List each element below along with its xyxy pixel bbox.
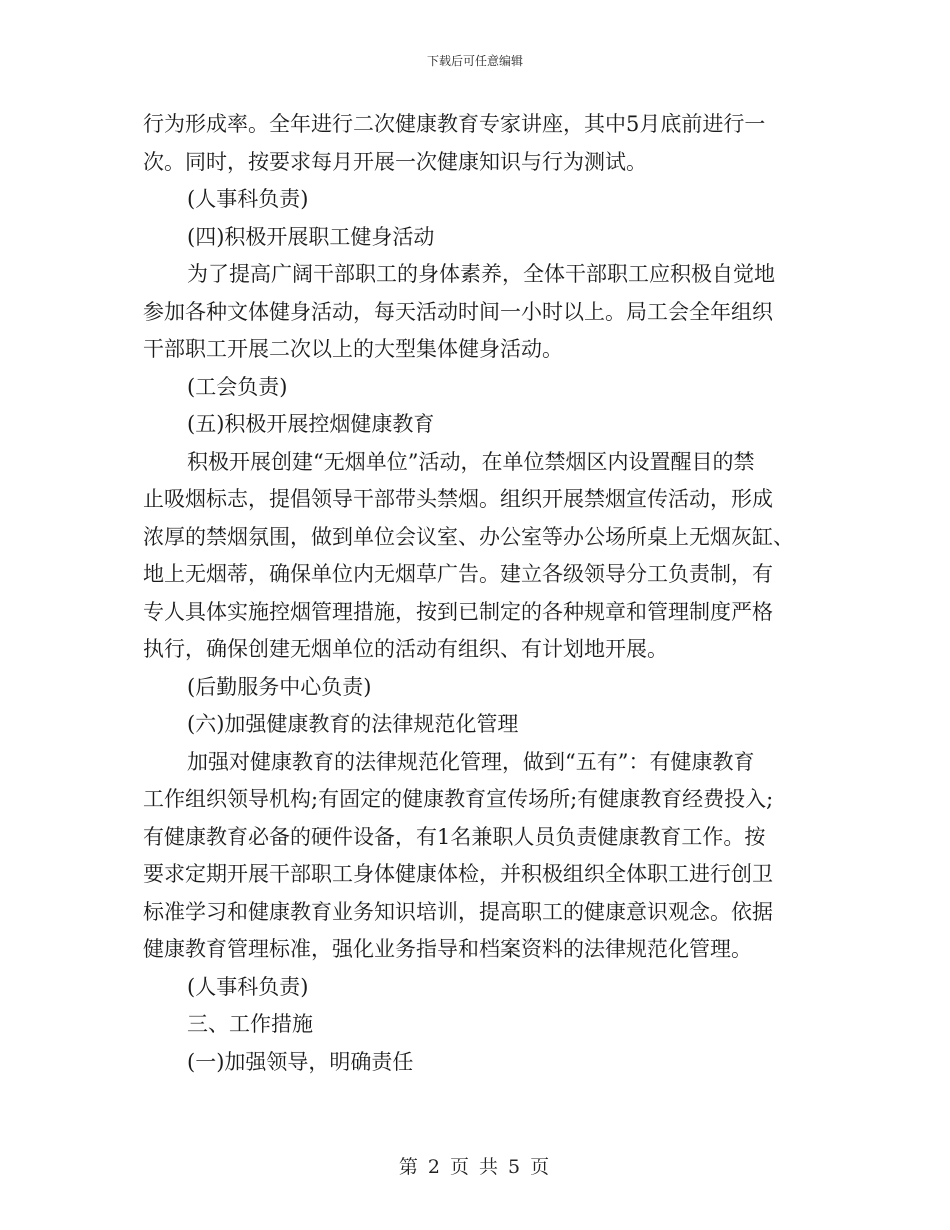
page-footer: 第 2 页 共 5 页: [398, 1156, 552, 1178]
text-line: 工作组织领导机构;有固定的健康教育宣传场所;有健康教育经费投入;: [143, 787, 774, 811]
text-line: (人事科负责): [187, 187, 309, 211]
text-line: 专人具体实施控烟管理措施，按到已制定的各种规章和管理制度严格: [143, 599, 773, 624]
document-body: [143, 106, 813, 1081]
section-heading: (一)加强领导，明确责任: [187, 1049, 414, 1074]
text-line: 止吸烟标志，提倡领导干部带头禁烟。组织开展禁烟宣传活动，形成: [143, 487, 773, 511]
text-line: 积极开展创建“无烟单位”活动，在单位禁烟区内设置醒目的禁: [187, 449, 755, 474]
text-line: 参加各种文体健身活动，每天活动时间一小时以上。局工会全年组织: [143, 299, 773, 324]
text-line: 地上无烟蒂，确保单位内无烟草广告。建立各级领导分工负责制，有: [143, 562, 773, 586]
section-heading: (四)积极开展职工健身活动: [187, 224, 435, 249]
text-line: (后勤服务中心负责): [187, 674, 372, 699]
text-line: 行为形成率。全年进行二次健康教育专家讲座，其中5月底前进行一: [143, 112, 766, 136]
text-line: 浓厚的禁烟氛围，做到单位会议室、办公室等办公场所桌上无烟灰缸、: [143, 524, 794, 549]
text-line: 标准学习和健康教育业务知识培训，提高职工的健康意识观念。依据: [143, 899, 773, 924]
section-heading: 三、工作措施: [187, 1012, 313, 1036]
text-line: (工会负责): [187, 374, 288, 399]
page-header: 下载后可任意编辑: [426, 54, 523, 68]
text-line: 执行，确保创建无烟单位的活动有组织、有计划地开展。: [143, 637, 668, 661]
text-line: 加强对健康教育的法律规范化管理，做到“五有”：有健康教育: [187, 749, 755, 774]
section-heading: (五)积极开展控烟健康教育: [187, 412, 435, 436]
text-line: 要求定期开展干部职工身体健康体检，并积极组织全体职工进行创卫: [143, 862, 773, 886]
text-line: (人事科负责): [187, 974, 309, 999]
text-line: 干部职工开展二次以上的大型集体健身活动。: [143, 337, 563, 361]
text-line: 为了提高广阔干部职工的身体素养，全体干部职工应积极自觉地: [187, 262, 775, 286]
text-line: 有健康教育必备的硬件设备，有1名兼职人员负责健康教育工作。按: [143, 824, 766, 849]
text-line: 次。同时，按要求每月开展一次健康知识与行为测试。: [143, 149, 647, 174]
section-heading: (六)加强健康教育的法律规范化管理: [187, 712, 519, 736]
text-line: 健康教育管理标准，强化业务指导和档案资料的法律规范化管理。: [143, 937, 752, 961]
